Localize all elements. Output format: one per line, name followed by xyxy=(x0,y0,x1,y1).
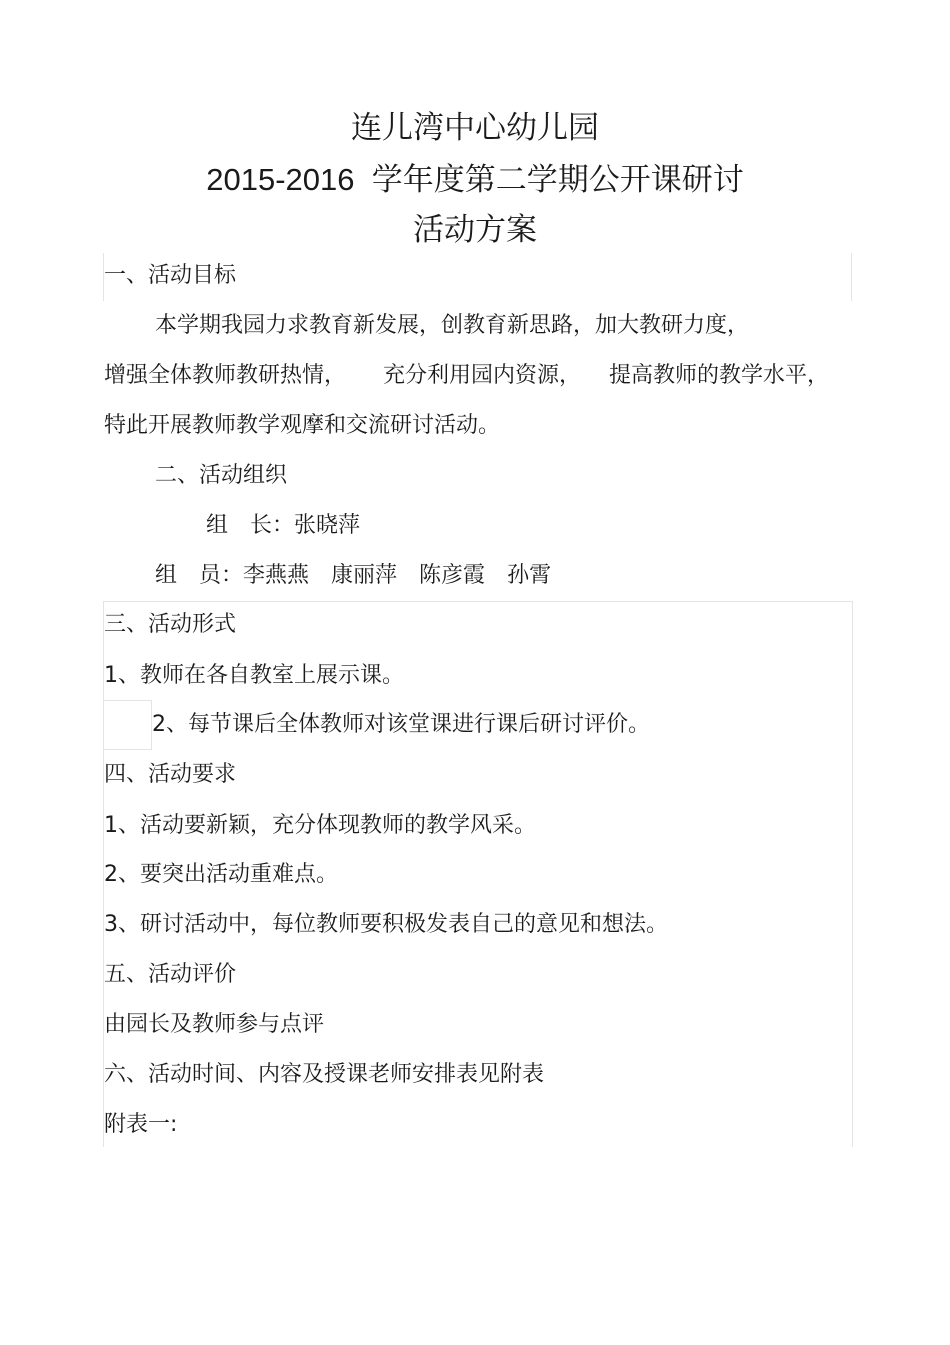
section-1-paragraph-line2b: 充分利用园内资源， xyxy=(383,363,582,388)
section-3-item-1: 1、教师在各自教室上展示课。 xyxy=(104,663,404,688)
group-leader-row xyxy=(206,511,360,541)
section-4-item-1: 1、活动要新颖，充分体现教师的教学风采。 xyxy=(104,813,536,838)
group-members-label: 组 员： xyxy=(155,563,244,588)
section-5-text: 由园长及教师参与点评 xyxy=(104,1012,325,1037)
section-3-item-2: 2、每节课后全体教师对该堂课进行课后研讨评价。 xyxy=(152,712,650,737)
frame-box-small xyxy=(103,700,152,750)
appendix-label: 附表一: xyxy=(104,1112,178,1137)
member-name: 孙霄 xyxy=(507,563,552,588)
member-name: 李燕燕 xyxy=(243,563,310,588)
section-1-paragraph-line1: 本学期我园力求教育新发展，创教育新思路，加大教研力度， xyxy=(155,313,750,338)
section-6-heading: 六、活动时间、内容及授课老师安排表见附表 xyxy=(104,1062,545,1087)
title-semester xyxy=(0,160,950,200)
section-2-heading: 二、活动组织 xyxy=(155,463,288,488)
section-1-heading: 一、活动目标 xyxy=(104,263,237,288)
member-name: 康丽萍 xyxy=(331,563,398,588)
title-plan: 活动方案 xyxy=(413,212,537,248)
section-1-paragraph-line2c: 提高教师的教学水平， xyxy=(609,363,830,388)
group-leader-name: 张晓萍 xyxy=(294,513,361,538)
section-3-heading: 三、活动形式 xyxy=(104,612,237,637)
group-members-row xyxy=(155,561,551,591)
section-1-paragraph-line2a: 增强全体教师教研热情， xyxy=(104,363,347,388)
section-5-heading: 五、活动评价 xyxy=(104,962,237,987)
section-4-item-2: 2、要突出活动重难点。 xyxy=(104,862,338,887)
section-1-paragraph-line3: 特此开展教师教学观摩和交流研讨活动。 xyxy=(104,413,501,438)
section-4-heading: 四、活动要求 xyxy=(104,762,237,787)
member-name: 陈彦霞 xyxy=(419,563,486,588)
section-4-item-3: 3、研讨活动中，每位教师要积极发表自己的意见和想法。 xyxy=(104,912,668,937)
title-school: 连儿湾中心幼儿园 xyxy=(351,110,599,146)
title-year: 2015-2016 xyxy=(206,162,355,197)
group-leader-label: 组 长： xyxy=(206,513,295,538)
title-semester-text: 学年度第二学期公开课研讨 xyxy=(371,162,744,198)
frame-line-right-top xyxy=(851,253,852,301)
